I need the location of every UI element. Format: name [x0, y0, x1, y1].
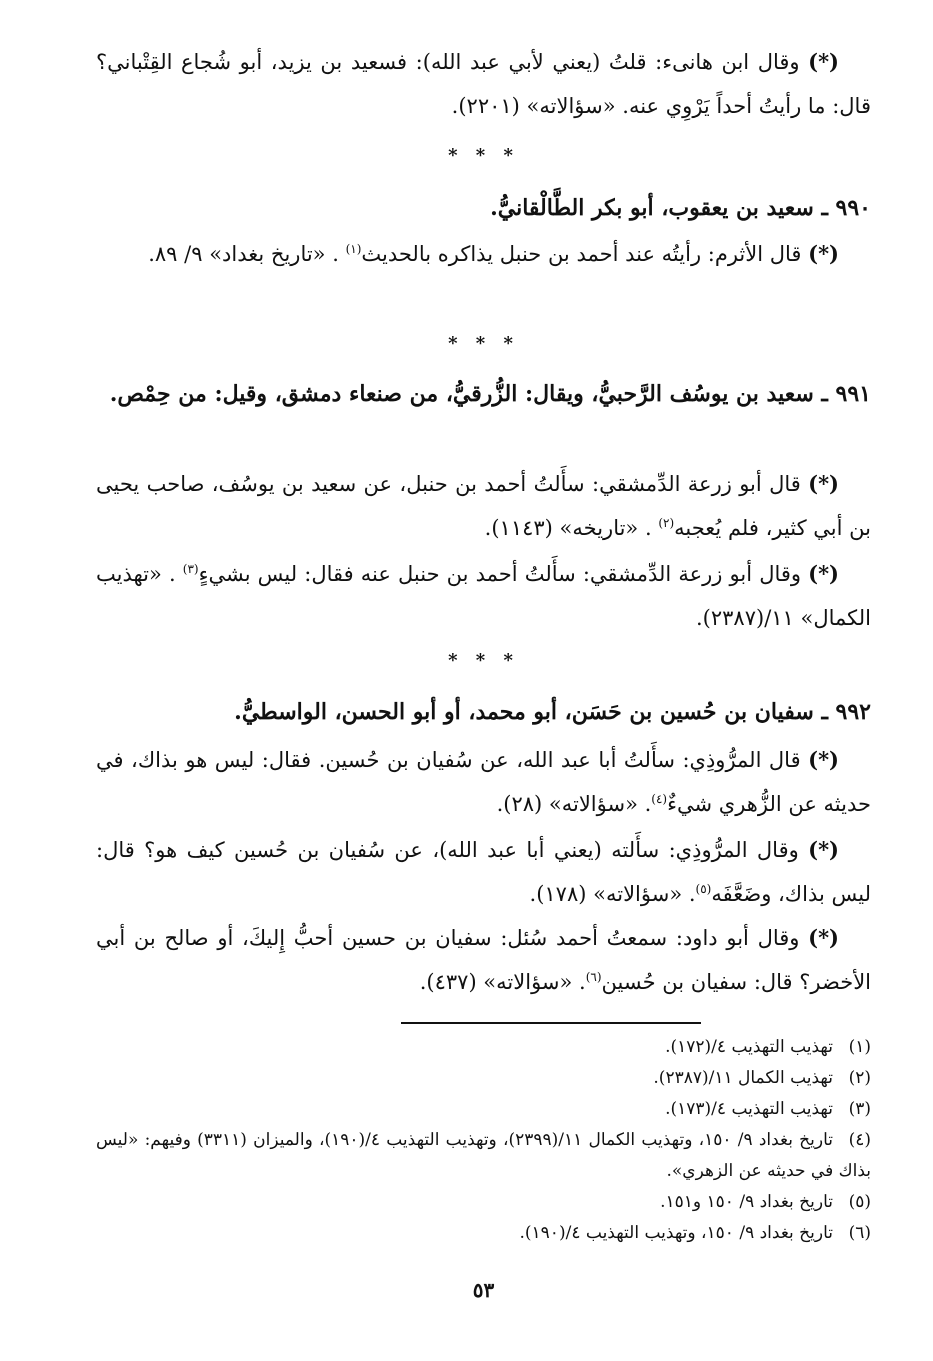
- paragraph-text: قال أبو زرعة الدِّمشقي: سأَلتُ أحمد بن حنبل، عن سعيد بن يوسُف، صاحب يحيى بن أبي كثير، فلم يُعجبه: [96, 472, 871, 540]
- section-separator: * * *: [448, 650, 519, 671]
- footnote-number: (١): [848, 1037, 871, 1057]
- footnote-6: [96, 1218, 871, 1249]
- paragraph-marrudhi-1: [96, 738, 871, 826]
- entry-marker: (*): [808, 471, 839, 496]
- footnote-ref: (٦): [585, 970, 602, 984]
- entry-heading-990: ٩٩٠ ـ سعيد بن يعقوب، أبو بكر الطَّالْقانيُّ.: [490, 195, 871, 221]
- footnote-ref: (٢): [658, 516, 675, 530]
- entry-marker: (*): [808, 925, 839, 950]
- footnote-5: [96, 1187, 871, 1218]
- entry-marker: (*): [808, 837, 839, 862]
- paragraph-abu-zura-1: [96, 462, 871, 550]
- paragraph-text: قال المرُّوذِي: سأَلتُ أبا عبد الله، عن سُفيان بن حُسين. فقال: ليس هو بذاك، في حديثه عن الزُّهري شيءٌ: [96, 748, 871, 816]
- citation: . «تاريخه» (١١٤٣).: [484, 516, 659, 540]
- entry-marker: (*): [808, 241, 839, 266]
- footnote-text: تهذيب التهذيب ٤/(١٧٢).: [665, 1037, 833, 1057]
- citation: . «سؤالاته» (١٧٨).: [529, 882, 696, 906]
- paragraph-text: قال الأثرم: رأيتُه عند أحمد بن حنبل يذاكره بالحديث: [361, 242, 809, 266]
- paragraph-text: وقال أبو زرعة الدِّمشقي: سأَلتُ أحمد بن حنبل عنه فقال: ليس بشيءٍ: [198, 562, 809, 586]
- entry-marker: (*): [808, 747, 839, 772]
- paragraph-text: وقال أبو داود: سمعتُ أحمد سُئل: سفيان بن حسين أحبُّ إِليكَ، أو صالح بن أبي الأخضر؟ قال: سفيان بن حُسين: [96, 926, 871, 994]
- paragraph-abu-zura-2: [96, 552, 871, 640]
- entry-marker: (*): [808, 49, 839, 74]
- section-separator: * * *: [448, 333, 519, 354]
- paragraph-abu-dawud: [96, 916, 871, 1004]
- footnote-text: تاريخ بغداد ٩/ ١٥٠، وتهذيب التهذيب ٤/(١٩٠).: [519, 1223, 833, 1243]
- footnote-1: [96, 1032, 871, 1063]
- paragraph-athram: [96, 232, 871, 276]
- paragraph-marrudhi-2: [96, 828, 871, 916]
- footnote-3: [96, 1094, 871, 1125]
- footnote-number: (٤): [848, 1130, 871, 1150]
- paragraph-ibn-hani: [96, 40, 871, 128]
- citation: . «تهذيب الكمال» ١١/(٢٣٨٧).: [96, 562, 871, 630]
- footnote-text: تهذيب الكمال ١١/(٢٣٨٧).: [653, 1068, 833, 1088]
- footnote-ref: (٤): [651, 792, 668, 806]
- footnote-text: تاريخ بغداد ٩/ ١٥٠، وتهذيب الكمال ١١/(٢٣٩٩)، وتهذيب التهذيب ٤/(١٩٠)، والميزان (٣٣١١) وفيهم: «ليس بذاك في حديثه عن الزهري».: [96, 1130, 871, 1181]
- entry-heading-992: ٩٩٢ ـ سفيان بن حُسين بن حَسَن، أبو محمد، أو أبو الحسن، الواسطيُّ.: [234, 699, 871, 725]
- entry-marker: (*): [808, 561, 839, 586]
- footnote-ref: (٥): [695, 882, 712, 896]
- footnote-2: [96, 1063, 871, 1094]
- paragraph-text: وقال ابن هانىء: قلتُ (يعني لأبي عبد الله): فسعيد بن يزيد، أبو شُجاع القِتْباني؟ قال: ما رأيتُ أحداً يَرْوِي عنه. «سؤالاته» (٢٢٠١).: [96, 50, 871, 118]
- footnote-4: [96, 1125, 871, 1187]
- footnote-ref: (٣): [182, 562, 199, 576]
- entry-heading-991: ٩٩١ ـ سعيد بن يوسُف الرَّحبيُّ، ويقال: الزُّرقيُّ، من صنعاء دمشق، وقيل: من حِمْص.: [109, 381, 871, 407]
- footnote-number: (٦): [848, 1223, 871, 1243]
- footnote-number: (٥): [848, 1192, 871, 1212]
- citation: . «سؤالاته» (٤٣٧).: [419, 970, 586, 994]
- footnote-ref: (١): [345, 242, 362, 256]
- page-number: ٥٣: [472, 1278, 495, 1302]
- citation: . «تاريخ بغداد» ٩/ ٨٩.: [148, 242, 346, 266]
- section-separator: * * *: [448, 145, 519, 166]
- footnote-number: (٣): [848, 1099, 871, 1119]
- paragraph-text: وقال المرُّوذِي: سأَلته (يعني أبا عبد الله)، عن سُفيان بن حُسين كيف هو؟ قال: ليس بذاك، وضَعَّفَه: [96, 838, 871, 906]
- footnote-text: تاريخ بغداد ٩/ ١٥٠ و١٥١.: [660, 1192, 833, 1212]
- citation: . «سؤالاته» (٢٨).: [496, 792, 652, 816]
- footnote-divider: [401, 1022, 701, 1024]
- footnote-text: تهذيب التهذيب ٤/(١٧٣).: [665, 1099, 833, 1119]
- footnote-number: (٢): [848, 1068, 871, 1088]
